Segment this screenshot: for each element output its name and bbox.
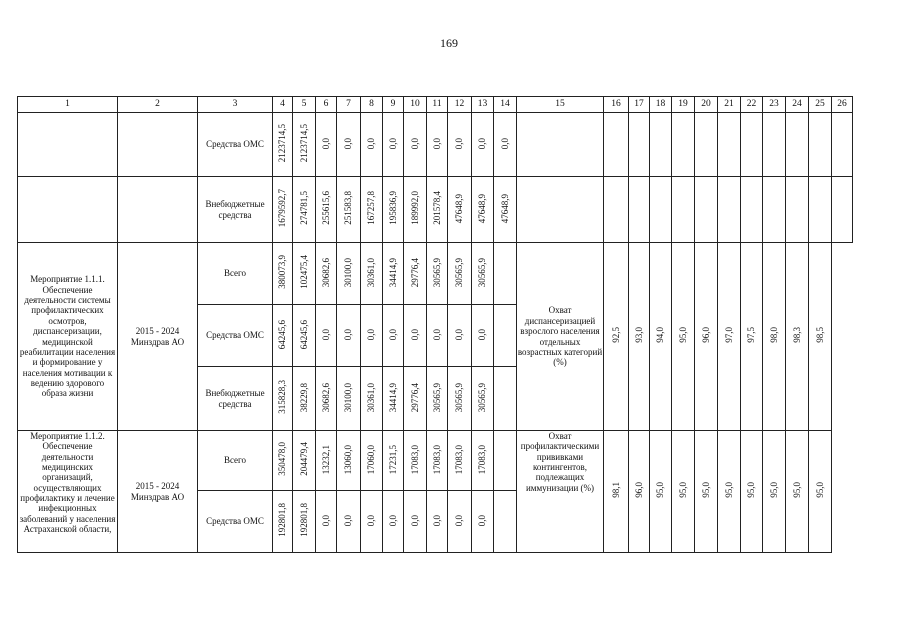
amount-cell: 30361,0 [366, 382, 377, 412]
amount-cell: 192801,8 [298, 503, 309, 538]
amount-cell: 64245,6 [277, 319, 288, 349]
target-value: 95,0 [746, 482, 757, 499]
amount-cell: 64245,6 [298, 319, 309, 349]
period-executor: 2015 - 2024 Минздрав АО [118, 431, 198, 553]
measure-name: Мероприятие 1.1.1. Обеспечение деятельности системы профилактических осмотров, диспансеризации, медицинской реабилитации населения и формирование у населения мотивации к ведению здорового образа жизни [18, 243, 118, 431]
amount-cell: 274781,5 [298, 191, 309, 226]
amount-cell: 0,0 [366, 328, 377, 340]
target-value: 98,3 [791, 327, 802, 344]
target-value: 95,0 [655, 482, 666, 499]
amount-cell: 47648,9 [454, 193, 465, 223]
amount-cell: 192801,8 [277, 503, 288, 538]
amount-cell: 30682,6 [320, 382, 331, 412]
amount-cell: 30565,9 [477, 257, 488, 287]
amount-cell: 34414,9 [387, 257, 398, 287]
amount-cell: 0,0 [366, 514, 377, 526]
source-label: Средства ОМС [198, 305, 273, 367]
amount-cell: 0,0 [499, 137, 510, 149]
col-header: 13 [472, 97, 494, 113]
col-header: 20 [695, 97, 718, 113]
amount-cell: 2123714,5 [277, 124, 288, 163]
col-header: 21 [718, 97, 741, 113]
amount-cell: 34414,9 [387, 382, 398, 412]
target-value: 98,5 [814, 327, 825, 344]
amount-cell: 167257,8 [366, 191, 377, 226]
source-label: Средства ОМС [198, 491, 273, 553]
amount-cell: 0,0 [431, 137, 442, 149]
budget-table [17, 96, 853, 553]
target-value: 94,0 [655, 327, 666, 344]
amount-cell: 255615,6 [320, 191, 331, 226]
col-header: 2 [118, 97, 198, 113]
amount-cell: 0,0 [343, 514, 354, 526]
target-indicator: Охват профилактическими прививками контингентов, подлежащих иммунизации (%) [517, 431, 604, 553]
amount-cell: 13232,1 [320, 444, 331, 474]
amount-cell: 315828,3 [277, 380, 288, 415]
col-header: 7 [337, 97, 361, 113]
target-value: 96,0 [700, 327, 711, 344]
target-value: 95,0 [723, 482, 734, 499]
source-label: Всего [198, 431, 273, 491]
col-header: 23 [763, 97, 786, 113]
amount-cell: 102475,4 [298, 255, 309, 290]
amount-cell: 251583,8 [343, 191, 354, 226]
col-header: 14 [494, 97, 517, 113]
amount-cell: 0,0 [320, 137, 331, 149]
target-value: 97,0 [723, 327, 734, 344]
col-header: 24 [786, 97, 809, 113]
target-value: 92,5 [610, 327, 621, 344]
col-header: 25 [809, 97, 832, 113]
amount-cell: 17231,5 [387, 444, 398, 474]
amount-cell: 30100,0 [343, 257, 354, 287]
target-value: 93,0 [633, 327, 644, 344]
page-number: 169 [440, 36, 458, 50]
amount-cell: 30565,9 [477, 382, 488, 412]
col-header: 10 [404, 97, 427, 113]
amount-cell: 17060,0 [366, 444, 377, 474]
amount-cell: 30361,0 [366, 257, 377, 287]
amount-cell: 0,0 [343, 137, 354, 149]
target-value: 95,0 [768, 482, 779, 499]
amount-cell: 0,0 [409, 514, 420, 526]
amount-cell: 17083,0 [454, 444, 465, 474]
amount-cell: 13060,0 [343, 444, 354, 474]
col-header: 12 [448, 97, 472, 113]
amount-cell: 195836,9 [387, 191, 398, 226]
amount-cell: 0,0 [477, 137, 488, 149]
table-row [18, 431, 853, 491]
amount-cell: 30682,6 [320, 257, 331, 287]
amount-cell: 0,0 [409, 328, 420, 340]
amount-cell: 47648,9 [499, 193, 510, 223]
source-label: Всего [198, 243, 273, 305]
amount-cell: 0,0 [387, 137, 398, 149]
col-header: 3 [198, 97, 273, 113]
amount-cell: 0,0 [477, 514, 488, 526]
amount-cell: 17083,0 [477, 444, 488, 474]
amount-cell: 204479,4 [298, 442, 309, 477]
amount-cell: 0,0 [320, 514, 331, 526]
amount-cell: 0,0 [431, 514, 442, 526]
amount-cell: 189992,0 [409, 191, 420, 226]
amount-cell: 0,0 [454, 328, 465, 340]
target-value: 98,1 [610, 482, 621, 499]
amount-cell: 0,0 [387, 328, 398, 340]
col-header: 22 [741, 97, 763, 113]
amount-cell: 38229,8 [298, 382, 309, 412]
amount-cell: 29776,4 [409, 257, 420, 287]
table-row [18, 177, 853, 243]
amount-cell: 2123714,5 [298, 124, 309, 163]
amount-cell: 17083,0 [431, 444, 442, 474]
amount-cell: 1679592,7 [277, 189, 288, 228]
amount-cell: 0,0 [409, 137, 420, 149]
col-header: 19 [672, 97, 695, 113]
amount-cell: 30565,9 [431, 382, 442, 412]
target-value: 96,0 [633, 482, 644, 499]
target-value: 98,0 [768, 327, 779, 344]
amount-cell: 30100,0 [343, 382, 354, 412]
amount-cell: 0,0 [343, 328, 354, 340]
target-value: 95,0 [700, 482, 711, 499]
amount-cell: 0,0 [387, 514, 398, 526]
amount-cell: 17083,0 [409, 444, 420, 474]
col-header: 4 [273, 97, 293, 113]
amount-cell: 350478,0 [277, 442, 288, 477]
col-header: 26 [832, 97, 853, 113]
table-row [18, 243, 853, 305]
target-value: 97,5 [746, 327, 757, 344]
col-header: 5 [293, 97, 316, 113]
amount-cell: 30565,9 [454, 257, 465, 287]
table-row [18, 113, 853, 177]
col-header: 6 [316, 97, 337, 113]
amount-cell: 30565,9 [454, 382, 465, 412]
amount-cell: 30565,9 [431, 257, 442, 287]
measure-name: Мероприятие 1.1.2. Обеспечение деятельности медицинских организаций, осуществляющих профилактику и лечение инфекционных заболеваний у населения Астраханской области, [18, 431, 118, 553]
col-header: 17 [629, 97, 650, 113]
amount-cell: 0,0 [366, 137, 377, 149]
target-value: 95,0 [677, 482, 688, 499]
target-indicator: Охват диспансеризацией взрослого населения отдельных возрастных категорий (%) [517, 243, 604, 431]
col-header: 18 [650, 97, 672, 113]
amount-cell: 0,0 [454, 137, 465, 149]
col-header: 11 [427, 97, 448, 113]
amount-cell: 0,0 [431, 328, 442, 340]
col-header: 15 [517, 97, 604, 113]
target-value: 95,0 [791, 482, 802, 499]
amount-cell: 201578,4 [431, 191, 442, 226]
amount-cell: 0,0 [477, 328, 488, 340]
amount-cell: 0,0 [320, 328, 331, 340]
amount-cell: 0,0 [454, 514, 465, 526]
source-label: Внебюджетные средства [198, 177, 273, 243]
col-header: 9 [383, 97, 404, 113]
source-label: Внебюджетные средства [198, 367, 273, 431]
col-header: 1 [18, 97, 118, 113]
col-header: 16 [604, 97, 629, 113]
target-value: 95,0 [677, 327, 688, 344]
amount-cell: 380073,9 [277, 255, 288, 290]
source-label: Средства ОМС [198, 113, 273, 177]
period-executor: 2015 - 2024 Минздрав АО [118, 243, 198, 431]
amount-cell: 47648,9 [477, 193, 488, 223]
target-value: 95,0 [814, 482, 825, 499]
col-header: 8 [361, 97, 383, 113]
amount-cell: 29776,4 [409, 382, 420, 412]
header-row [18, 97, 853, 113]
